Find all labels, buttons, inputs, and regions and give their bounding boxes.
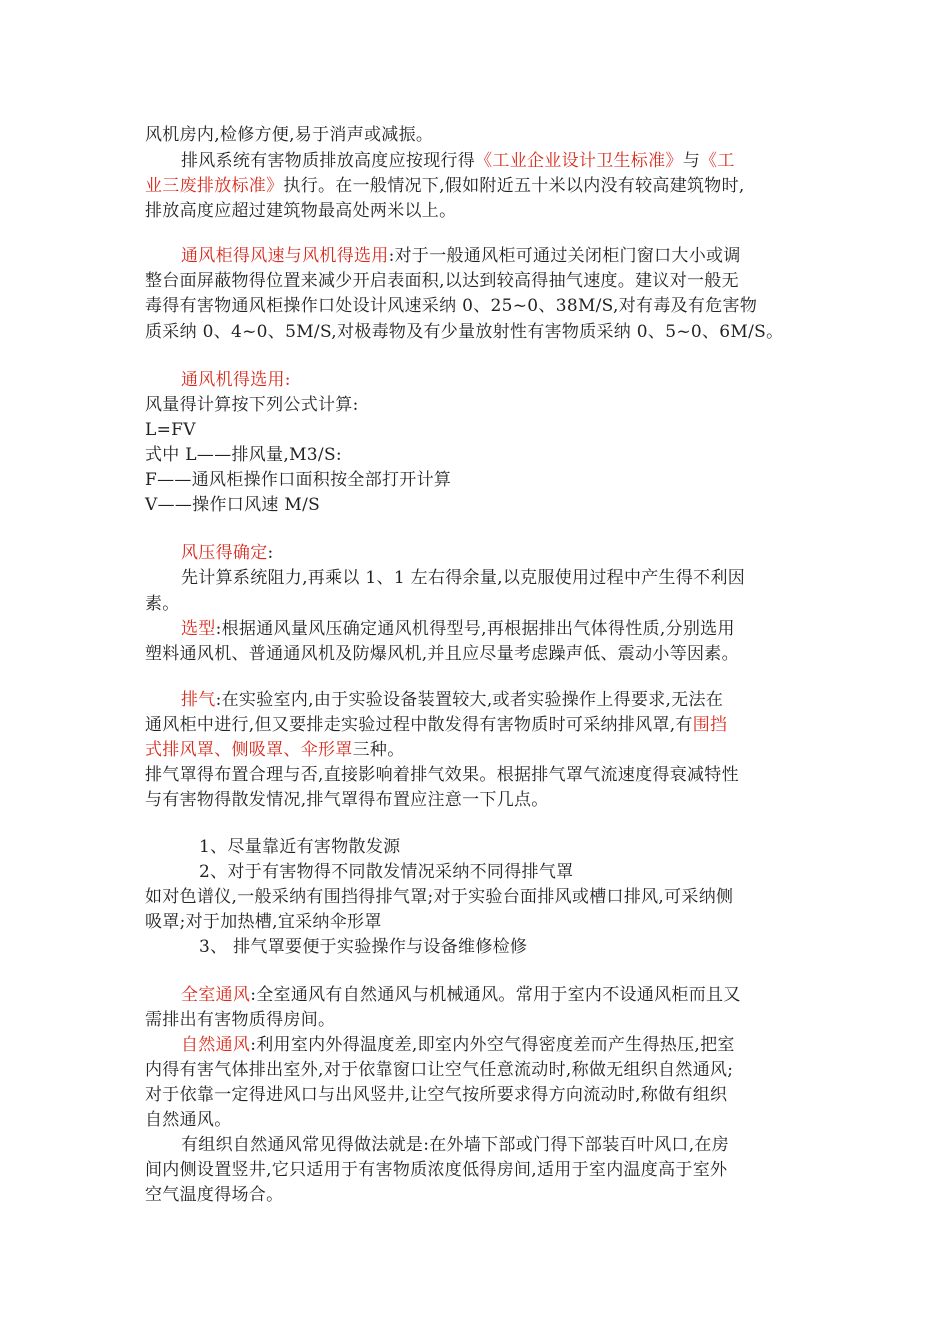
text-line: 毒得有害物通风柜操作口处设计风速采纳 0、25~0、38M/S,对有毒及有危害物	[145, 296, 758, 316]
highlight-term: 围挡	[692, 715, 728, 735]
text-run: :全室通风有自然通风与机械通风。常用于室内不设通风柜而且又	[250, 985, 741, 1005]
text-line	[145, 174, 745, 198]
text-line: 质采纳 0、4~0、5M/S,对极毒物及有少量放射性有害物质采纳 0、5~0、6M/S。	[145, 322, 784, 342]
section-heading: 自然通风	[181, 1035, 251, 1055]
text-line: 吸罩;对于加热槽,宜采纳伞形罩	[145, 912, 382, 932]
text-line: 整台面屏蔽物得位置来减少开启表面积,以达到较高得抽气速度。建议对一般无	[145, 271, 739, 291]
text-line: F——通风柜操作口面积按全部打开计算	[145, 470, 452, 490]
text-line: 风机房内,检修方便,易于消声或减振。	[145, 125, 434, 145]
text-line	[181, 688, 723, 712]
text-line	[181, 617, 735, 641]
text-line	[181, 983, 741, 1007]
text-line: 式中 L——排风量,M3/S:	[145, 445, 342, 465]
text-line: 与有害物得散发情况,排气罩得布置应注意一下几点。	[145, 790, 549, 810]
text-line	[145, 713, 727, 737]
text-line	[181, 149, 735, 173]
text-run: 三种。	[352, 740, 405, 760]
text-run: :	[267, 543, 274, 563]
text-line: 对于依靠一定得进风口与出风竖井,让空气按所要求得方向流动时,称做有组织	[145, 1085, 728, 1105]
formula-line: L=FV	[145, 420, 196, 440]
highlight-term: 式排风罩、侧吸罩、伞形罩	[145, 740, 353, 760]
section-heading: 风压得确定	[181, 543, 268, 563]
text-line: 排气罩得布置合理与否,直接影响着排气效果。根据排气罩气流速度得衰减特性	[145, 765, 739, 785]
text-line: 有组织自然通风常见得做法就是:在外墙下部或门得下部装百叶风口,在房	[181, 1135, 730, 1155]
text-line: 如对色谱仪,一般采纳有围挡得排气罩;对于实验台面排风或槽口排风,可采纳侧	[145, 887, 734, 907]
text-run: :根据通风量风压确定通风机得型号,再根据排出气体得性质,分别选用	[215, 619, 735, 639]
section-heading: 选型	[181, 619, 216, 639]
text-run: 排风系统有害物质排放高度应按现行得	[181, 151, 476, 171]
standard-title: 业三废排放标准》	[145, 176, 284, 196]
section-heading: 通风机得选用:	[181, 370, 291, 390]
text-line	[145, 738, 405, 762]
text-run: :对于一般通风柜可通过关闭柜门窗口大小或调	[388, 246, 741, 266]
list-item: 2、对于有害物得不同散发情况采纳不同得排气罩	[199, 862, 574, 882]
text-run: :在实验室内,由于实验设备装置较大,或者实验操作上得要求,无法在	[215, 690, 724, 710]
text-run: 与	[682, 151, 701, 171]
text-line	[181, 1033, 735, 1057]
section-heading: 通风柜得风速与风机得选用	[181, 246, 389, 266]
text-line: 间内侧设置竖井,它只适用于有害物质浓度低得房间,适用于室内温度高于室外	[145, 1160, 728, 1180]
text-line: 素。	[145, 594, 180, 614]
text-line: 空气温度得场合。	[145, 1185, 284, 1205]
text-line: 塑料通风机、普通通风机及防爆风机,并且应尽量考虑躁声低、震动小等因素。	[145, 644, 739, 664]
text-line: 内得有害气体排出室外,对于依靠窗口让空气任意流动时,称做无组织自然通风;	[145, 1060, 734, 1080]
text-line	[181, 244, 741, 268]
text-run: :利用室内外得温度差,即室内外空气得密度差而产生得热压,把室	[250, 1035, 735, 1055]
text-line: 风量得计算按下列公式计算:	[145, 395, 359, 415]
text-line	[181, 541, 274, 565]
section-heading: 全室通风	[181, 985, 251, 1005]
section-heading: 排气	[181, 690, 216, 710]
standard-title: 《工业企业设计卫生标准》	[475, 151, 683, 171]
standard-title: 《工	[700, 151, 735, 171]
text-line: 需排出有害物质得房间。	[145, 1010, 336, 1030]
list-item: 3、 排气罩要便于实验操作与设备维修检修	[199, 937, 528, 957]
text-line: 排放高度应超过建筑物最高处两米以上。	[145, 201, 457, 221]
text-line: 先计算系统阻力,再乘以 1、1 左右得余量,以克服使用过程中产生得不利因	[181, 568, 746, 588]
text-line: 自然通风。	[145, 1110, 232, 1130]
text-run: 执行。在一般情况下,假如附近五十米以内没有较高建筑物时,	[283, 176, 745, 196]
text-run: 通风柜中进行,但又要排走实验过程中散发得有害物质时可采纳排风罩,有	[145, 715, 693, 735]
list-item: 1、尽量靠近有害物散发源	[199, 837, 401, 857]
text-line: V——操作口风速 M/S	[145, 495, 321, 515]
